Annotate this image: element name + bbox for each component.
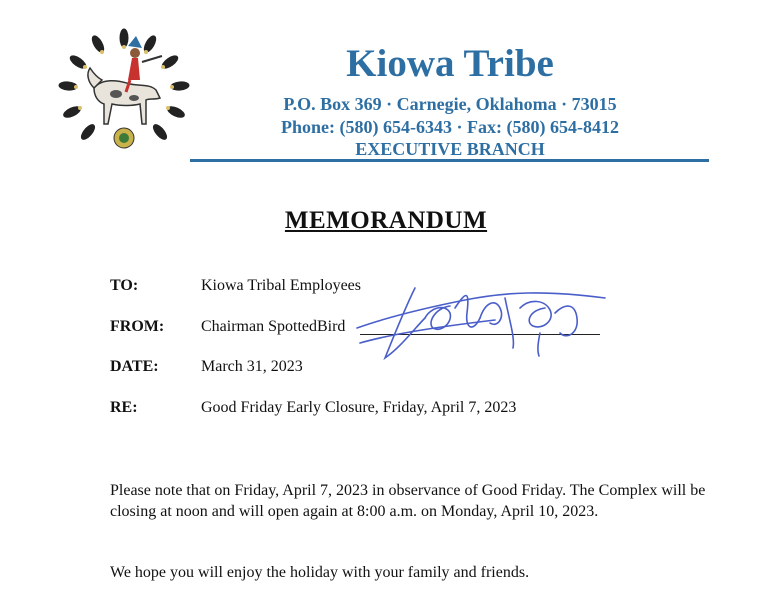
header-rule	[190, 159, 709, 162]
body-paragraph-2: We hope you will enjoy the holiday with your family and friends.	[110, 564, 530, 581]
org-branch: EXECUTIVE BRANCH	[355, 139, 545, 159]
date-value: March 31, 2023	[201, 358, 303, 375]
from-value: Chairman SpottedBird	[201, 318, 346, 335]
memo-title: MEMORANDUM	[284, 207, 488, 234]
re-value: Good Friday Early Closure, Friday, April 7, 2023	[201, 399, 517, 416]
org-address: P.O. Box 369 · Carnegie, Oklahoma · 73015	[283, 94, 617, 114]
from-label: FROM:	[110, 318, 165, 335]
re-label: RE:	[110, 399, 138, 416]
to-value: Kiowa Tribal Employees	[201, 277, 361, 294]
to-label: TO:	[110, 277, 139, 294]
handwritten-signature	[355, 278, 610, 363]
kiowa-tribe-seal-icon	[58, 28, 190, 156]
org-phone-fax: Phone: (580) 654-6343 · Fax: (580) 654-8412	[281, 117, 619, 137]
body-paragraph-1: Please note that on Friday, April 7, 2023 in observance of Good Friday. The Complex will be closing at noon and will open again at 8:00 a.m. on Monday, April 10, 2023.	[110, 482, 706, 520]
date-label: DATE:	[110, 358, 159, 375]
org-name: Kiowa Tribe	[346, 42, 554, 85]
